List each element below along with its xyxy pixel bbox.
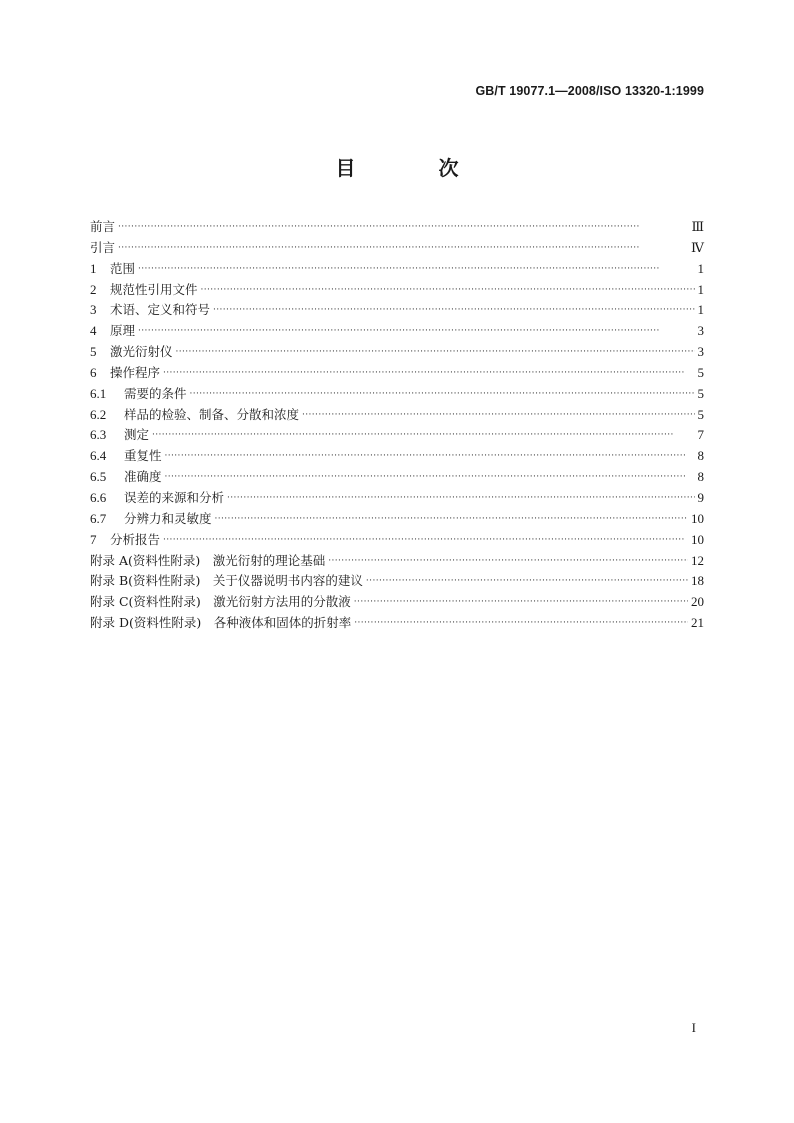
toc-entry-page: 3 (697, 323, 704, 339)
toc-entry-page: 1 (697, 260, 704, 276)
dot-leader (215, 509, 688, 530)
dot-leader (152, 425, 694, 446)
toc-entry[interactable] (90, 530, 704, 551)
toc-entry[interactable] (90, 238, 704, 259)
standard-code-header: GB/T 19077.1—2008/ISO 13320-1:1999 (475, 84, 704, 98)
toc-entry-label: 操作程序 (110, 364, 161, 380)
toc-entry[interactable] (90, 259, 704, 280)
toc-entry-page: 7 (697, 427, 704, 443)
toc-entry-label: 需要的条件 (124, 385, 187, 401)
toc-entry[interactable] (90, 509, 704, 530)
toc-entry-label: 分辨力和灵敏度 (124, 510, 212, 526)
toc-entry-page: 21 (691, 615, 704, 631)
toc-entry-label: 附录 B(资料性附录) 关于仪器说明书内容的建议 (90, 573, 363, 589)
table-of-contents (90, 217, 704, 634)
toc-entry-label: 准确度 (124, 469, 162, 485)
toc-entry-label: 原理 (110, 323, 136, 339)
toc-entry[interactable] (90, 551, 704, 572)
toc-entry[interactable] (90, 425, 704, 446)
toc-entry-number: 6.4 (90, 448, 107, 464)
toc-entry-label: 样品的检验、制备、分散和浓度 (124, 406, 300, 422)
toc-entry-label: 引言 (90, 239, 116, 255)
toc-entry-label: 附录 D(资料性附录) 各种液体和固体的折射率 (90, 615, 352, 631)
toc-entry-page: 8 (697, 448, 704, 464)
toc-entry-page: 8 (697, 469, 704, 485)
dot-leader (227, 488, 694, 509)
toc-entry-number: 6.6 (90, 489, 107, 505)
toc-entry[interactable] (90, 363, 704, 384)
toc-entry-page: 1 (697, 302, 704, 318)
toc-entry-page: 5 (697, 406, 704, 422)
toc-entry-page: Ⅳ (691, 239, 704, 255)
toc-entry[interactable] (90, 613, 704, 634)
dot-leader (354, 592, 688, 613)
toc-entry[interactable] (90, 217, 704, 238)
dot-leader (163, 530, 688, 551)
toc-entry[interactable] (90, 342, 704, 363)
toc-entry-label: 误差的来源和分析 (124, 489, 225, 505)
dot-leader (328, 551, 688, 572)
toc-entry-number: 5 (90, 344, 97, 360)
dot-leader (165, 467, 695, 488)
toc-entry-label: 附录 A(资料性附录) 激光衍射的理论基础 (90, 552, 326, 568)
toc-entry-page: 5 (697, 385, 704, 401)
toc-entry-label: 重复性 (124, 448, 162, 464)
toc-entry-label: 规范性引用文件 (110, 281, 198, 297)
toc-entry[interactable] (90, 488, 704, 509)
dot-leader (165, 446, 695, 467)
dot-leader (138, 259, 694, 280)
dot-leader (354, 613, 688, 634)
toc-entry-number: 4 (90, 323, 97, 339)
toc-entry[interactable] (90, 592, 704, 613)
toc-entry-page: 12 (691, 552, 704, 568)
toc-entry-number: 1 (90, 260, 97, 276)
toc-entry-label: 附录 C(资料性附录) 激光衍射方法用的分散液 (90, 594, 351, 610)
dot-leader (213, 300, 694, 321)
dot-leader (176, 342, 695, 363)
toc-entry-label: 测定 (124, 427, 150, 443)
toc-entry-number: 6 (90, 364, 97, 380)
toc-entry-number: 7 (90, 531, 97, 547)
page-number: I (691, 1020, 696, 1035)
toc-entry-number: 6.7 (90, 510, 107, 526)
toc-entry[interactable] (90, 321, 704, 342)
dot-leader (118, 217, 688, 238)
toc-entry-label: 术语、定义和符号 (110, 302, 211, 318)
toc-entry-page: 20 (691, 594, 704, 610)
toc-entry-page: 5 (697, 364, 704, 380)
toc-entry-number: 2 (90, 281, 97, 297)
toc-entry-label: 激光衍射仪 (110, 344, 173, 360)
toc-entry-page: 9 (697, 489, 704, 505)
toc-entry[interactable] (90, 405, 704, 426)
dot-leader (118, 238, 688, 259)
toc-entry-label: 分析报告 (110, 531, 161, 547)
toc-entry-page: Ⅲ (691, 219, 704, 234)
dot-leader (366, 571, 688, 592)
toc-entry-number: 6.3 (90, 427, 107, 443)
toc-entry-number: 6.2 (90, 406, 107, 422)
toc-entry-label: 范围 (110, 260, 136, 276)
toc-entry-number: 6.5 (90, 469, 107, 485)
toc-entry[interactable] (90, 467, 704, 488)
toc-entry[interactable] (90, 446, 704, 467)
toc-entry[interactable] (90, 571, 704, 592)
dot-leader (190, 384, 695, 405)
toc-entry-page: 10 (691, 531, 704, 547)
toc-title: 目 次 (335, 156, 497, 180)
toc-entry-page: 1 (697, 281, 704, 297)
toc-entry[interactable] (90, 280, 704, 301)
toc-entry-page: 10 (691, 510, 704, 526)
toc-entry-label: 前言 (90, 219, 116, 234)
toc-entry[interactable] (90, 384, 704, 405)
dot-leader (138, 321, 694, 342)
dot-leader (163, 363, 694, 384)
toc-entry-number: 6.1 (90, 385, 107, 401)
toc-entry[interactable] (90, 300, 704, 321)
dot-leader (201, 280, 695, 301)
toc-entry-page: 3 (697, 344, 704, 360)
dot-leader (302, 405, 694, 426)
toc-entry-number: 3 (90, 302, 97, 318)
toc-entry-page: 18 (691, 573, 704, 589)
